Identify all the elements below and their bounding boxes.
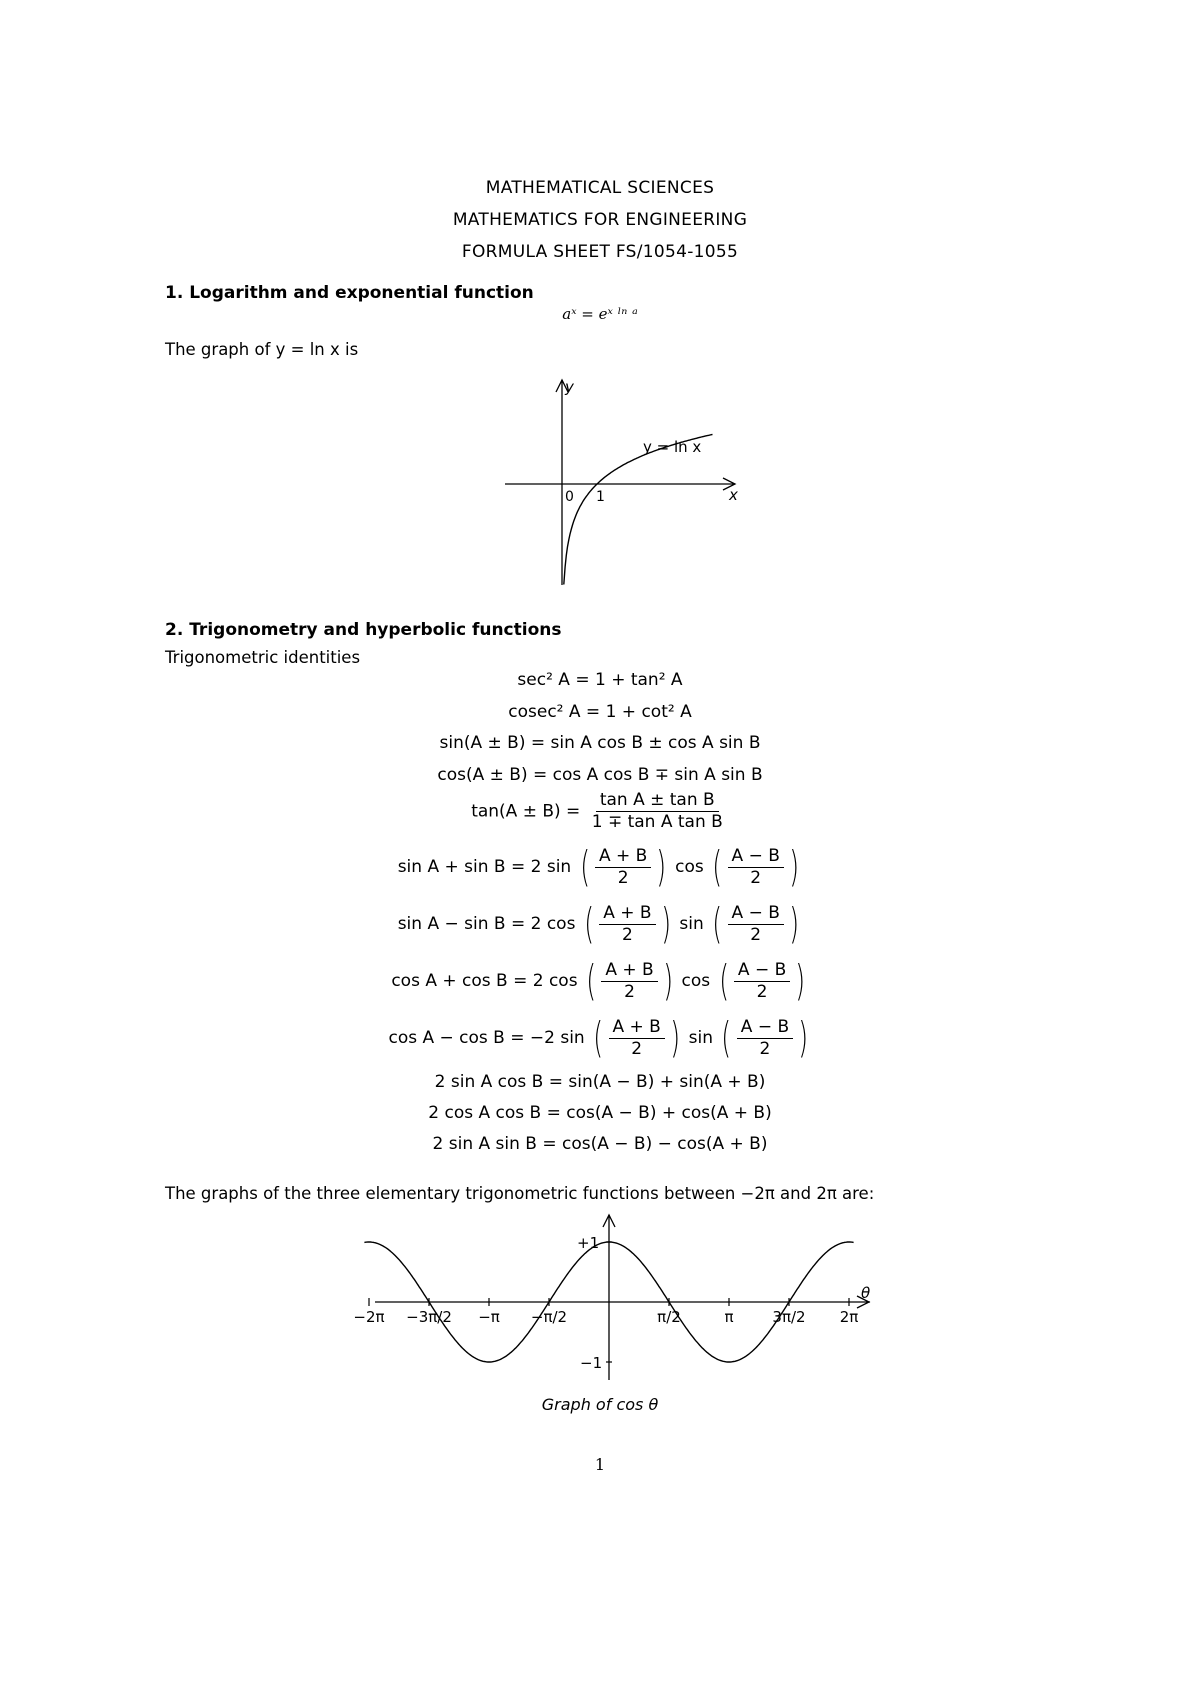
ln-graph xyxy=(495,370,755,590)
tan-sum-lhs: tan(A ± B) = xyxy=(471,801,581,822)
identity-sec-tan: sec² A = 1 + tan² A xyxy=(517,670,683,690)
tan-sum-fraction xyxy=(588,790,727,833)
paren-fraction: ( $\frac{A - B}{2}$ ) xyxy=(718,956,806,1005)
cos-x-tick-label: −2π xyxy=(353,1308,385,1326)
paren-fraction: ( $\frac{A + B}{2}$ ) xyxy=(584,899,671,948)
identity-sin-minus-sin xyxy=(0,899,1200,948)
identity-sin-sum: sin(A ± B) = sin A cos B ± cos A sin B xyxy=(439,733,761,753)
paren-fraction: ( $\frac{A + B}{2}$ ) xyxy=(579,842,667,891)
ln-origin-label: 0 xyxy=(565,489,574,505)
identity-cosec-cot: cosec² A = 1 + cot² A xyxy=(508,702,692,722)
identity-cos-minus-cos xyxy=(0,1013,1200,1062)
fraction-numerator: A − B xyxy=(728,903,784,925)
paren-fraction: ( $\frac{A - B}{2}$ ) xyxy=(721,1013,809,1062)
tan-sum-denominator: 1 ∓ tan A tan B xyxy=(591,812,723,832)
ln-curve xyxy=(564,434,713,584)
cos-x-tick-label: 2π xyxy=(839,1308,859,1326)
fraction-numerator: A − B xyxy=(728,846,784,868)
section-1-title: 1. Logarithm and exponential function xyxy=(165,283,534,303)
cos-plus-cos-mid: cos xyxy=(681,971,711,991)
paren-fraction: ( $\frac{A - B}{2}$ ) xyxy=(712,842,800,891)
cos-minus-cos-mid: sin xyxy=(688,1028,713,1048)
ln-curve-label: y = ln x xyxy=(643,438,702,456)
cos-x-tick-label: −π/2 xyxy=(530,1308,568,1326)
ln-x-label: x xyxy=(729,486,738,504)
sin-minus-sin-lhs: sin A − sin B = 2 cos xyxy=(397,914,576,934)
paren-fraction: ( $\frac{A - B}{2}$ ) xyxy=(712,899,800,948)
identity-cos-plus-cos xyxy=(0,956,1200,1005)
cos-x-tick-label: π xyxy=(724,1308,734,1326)
section-2-title: 2. Trigonometry and hyperbolic functions xyxy=(165,620,562,640)
identity-2cosAcosB: 2 cos A cos B = cos(A − B) + cos(A + B) xyxy=(428,1103,772,1123)
header-line-2: MATHEMATICS FOR ENGINEERING xyxy=(452,210,748,230)
fraction-denominator: 2 xyxy=(756,981,768,1002)
cos-plus-one-label: +1 xyxy=(577,1234,600,1252)
sin-plus-sin-mid: cos xyxy=(675,857,704,877)
header-line-1: MATHEMATICAL SCIENCES xyxy=(485,178,715,198)
identity-cos-sum: cos(A ± B) = cos A cos B ∓ sin A sin B xyxy=(437,765,763,785)
fraction-numerator: A − B xyxy=(734,960,790,982)
trig-graphs-intro: The graphs of the three elementary trigonometric functions between −2π and 2π are: xyxy=(165,1184,875,1203)
cos-graph xyxy=(353,1210,875,1390)
paren-fraction: ( $\frac{A + B}{2}$ ) xyxy=(593,1013,680,1062)
fraction-denominator: 2 xyxy=(622,924,633,945)
fraction-denominator: 2 xyxy=(750,924,762,945)
ln-one-label: 1 xyxy=(596,489,605,505)
identity-2sinAsinB: 2 sin A sin B = cos(A − B) − cos(A + B) xyxy=(432,1134,768,1154)
ln-y-label: y xyxy=(565,378,574,396)
fraction-numerator: A + B xyxy=(599,903,655,925)
fraction-denominator: 2 xyxy=(631,1038,643,1059)
identity-2sinAcosB: 2 sin A cos B = sin(A − B) + sin(A + B) xyxy=(434,1072,766,1092)
cos-x-tick-label: π/2 xyxy=(657,1308,681,1326)
tan-sum-numerator: tan A ± tan B xyxy=(596,790,719,812)
sin-plus-sin-lhs: sin A + sin B = 2 sin xyxy=(397,857,572,877)
identity-sin-plus-sin xyxy=(0,842,1200,891)
exp-formula: aˣ = eˣ ˡⁿ ᵃ xyxy=(562,305,638,323)
cos-minus-one-label: −1 xyxy=(580,1354,603,1372)
fraction-numerator: A + B xyxy=(601,960,657,982)
cos-x-tick-label: −π xyxy=(478,1308,500,1326)
fraction-denominator: 2 xyxy=(617,867,629,888)
cos-theta-label: θ xyxy=(861,1284,871,1302)
fraction-denominator: 2 xyxy=(759,1038,771,1059)
fraction-denominator: 2 xyxy=(750,867,762,888)
ln-graph-intro: The graph of y = ln x is xyxy=(165,340,359,359)
cos-graph-caption: Graph of cos θ xyxy=(541,1395,659,1414)
cos-x-tick-label: 3π/2 xyxy=(772,1308,806,1326)
fraction-numerator: A + B xyxy=(609,1017,665,1039)
sin-minus-sin-mid: sin xyxy=(679,914,704,934)
fraction-numerator: A + B xyxy=(595,846,651,868)
paren-fraction: ( $\frac{A + B}{2}$ ) xyxy=(586,956,673,1005)
trig-identities-subtitle: Trigonometric identities xyxy=(165,648,361,667)
fraction-numerator: A − B xyxy=(737,1017,793,1039)
cos-x-tick-label: −3π/2 xyxy=(406,1308,452,1326)
fraction-denominator: 2 xyxy=(624,981,635,1002)
cos-minus-cos-lhs: cos A − cos B = −2 sin xyxy=(388,1028,585,1048)
identity-tan-sum xyxy=(0,790,1200,833)
header-line-3: FORMULA SHEET FS/1054-1055 xyxy=(461,242,739,262)
cos-plus-cos-lhs: cos A + cos B = 2 cos xyxy=(391,971,578,991)
page-number: 1 xyxy=(594,1455,606,1474)
